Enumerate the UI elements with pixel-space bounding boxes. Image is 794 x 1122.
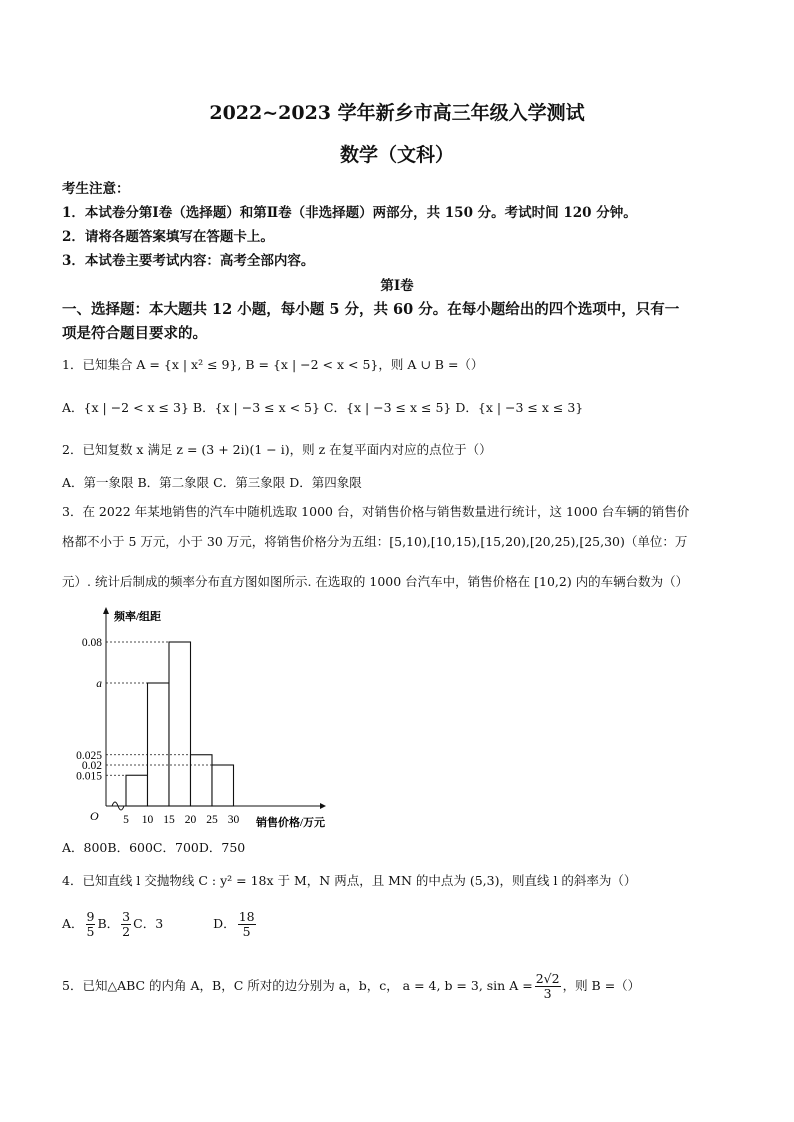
question-2-stem: 2．已知复数 x 满足 z = (3 + 2i)(1 − i)，则 z 在复平面内对应的点位于（） [62,442,492,457]
x-tick-label: 10 [141,814,154,826]
x-tick-label: 15 [163,814,175,826]
histogram-bar [126,775,148,806]
question-4-options [62,910,258,939]
option-b-numerator: 3 [122,909,131,924]
y-tick-label: a [96,678,102,690]
notice-item-3: 3．本试卷主要考试内容：高考全部内容。 [62,253,315,269]
histogram-bar [169,642,191,806]
option-d-fraction [238,910,256,939]
section-intro-line-2: 项是符合题目要求的。 [62,325,207,342]
histogram-bar [148,683,170,806]
option-d-denominator: 5 [242,923,251,939]
notice-heading: 考生注意： [62,181,130,197]
question-3-options: A．800B．600C．700D．750 [62,840,246,855]
option-c: C．3 [133,915,164,931]
option-b-label: B． [97,915,120,931]
option-b-fraction [121,910,131,939]
page-subtitle: 数学（文科） [339,144,454,166]
option-a-fraction [86,910,96,939]
histogram-bar [212,765,234,806]
question-5-stem [62,972,640,1001]
question-3-line-3: 元）. 统计后制成的频率分布直方图如图所示. 在选取的 1000 台汽车中，销售价格在 [10,2) 内的车辆台数为（） [62,574,689,589]
question-3-line-2: 格都不小于 5 万元，小于 30 万元，将销售价格分为五组：[5,10),[10,15),[15,20),[20,25),[25,30)（单位：万 [62,534,688,549]
notice-item-2: 2．请将各题答案填写在答题卡上。 [62,229,274,245]
question-5-stem-part-1: 5．已知△ABC 的内角 A，B，C 所对的边分别为 a，b，c， a = 4, b = 3, sin A = [62,977,533,993]
option-d-label: D． [213,915,236,931]
y-axis-label: 频率/组距 [114,611,162,623]
y-tick-label: 0.015 [76,770,102,783]
question-5-stem-part-2: ，则 B =（） [562,977,641,993]
y-axis-arrow [103,607,109,614]
option-a-numerator: 9 [86,909,95,924]
origin-label: O [90,809,99,823]
question-2-options: A．第一象限 B．第二象限 C．第三象限 D．第四象限 [62,475,362,490]
part-title: 第Ⅰ卷 [380,278,414,294]
option-a-denominator: 5 [86,923,95,939]
frequency-histogram [70,606,360,836]
option-a-label: A． [62,915,84,931]
y-tick-label: 0.025 [76,749,102,762]
histogram-bar [191,755,213,806]
sin-a-numerator: 2√2 [535,971,560,986]
sin-a-denominator: 3 [543,985,552,1001]
y-tick-label: 0.02 [81,760,102,772]
question-4-stem: 4．已知直线 l 交抛物线 C : y² = 18x 于 M，N 两点，且 MN 的中点为 (5,3)，则直线 l 的斜率为（） [62,873,637,888]
option-b-denominator: 2 [122,923,131,939]
option-d-numerator: 18 [238,909,255,924]
page-title: 2022~2023 学年新乡市高三年级入学测试 [209,102,585,124]
x-axis-label: 销售价格/万元 [256,817,326,829]
question-1-stem: 1．已知集合 A = {x | x² ≤ 9}, B = {x | −2 < x < 5}，则 A ∪ B =（） [62,357,484,372]
x-axis-arrow [320,803,326,809]
x-tick-label: 20 [184,814,197,826]
section-intro-line-1: 一、选择题：本大题共 12 小题，每小题 5 分，共 60 分。在每小题给出的四个选项中，只有一 [62,301,680,318]
question-1-options: A．{x | −2 < x ≤ 3} B．{x | −3 ≤ x < 5} C．{x | −3 ≤ x ≤ 5} D．{x | −3 ≤ x ≤ 3} [62,400,584,415]
x-tick-label: 5 [123,814,129,826]
sin-a-fraction [535,972,561,1001]
x-tick-label: 25 [206,814,218,826]
y-tick-label: 0.08 [81,637,102,649]
notice-item-1: 1．本试卷分第Ⅰ卷（选择题）和第Ⅱ卷（非选择题）两部分，共 150 分。考试时间 120 分钟。 [62,205,637,221]
question-3-line-1: 3．在 2022 年某地销售的汽车中随机选取 1000 台，对销售价格与销售数量进行统计，这 1000 台车辆的销售价 [62,504,690,519]
x-tick-label: 30 [227,814,240,826]
